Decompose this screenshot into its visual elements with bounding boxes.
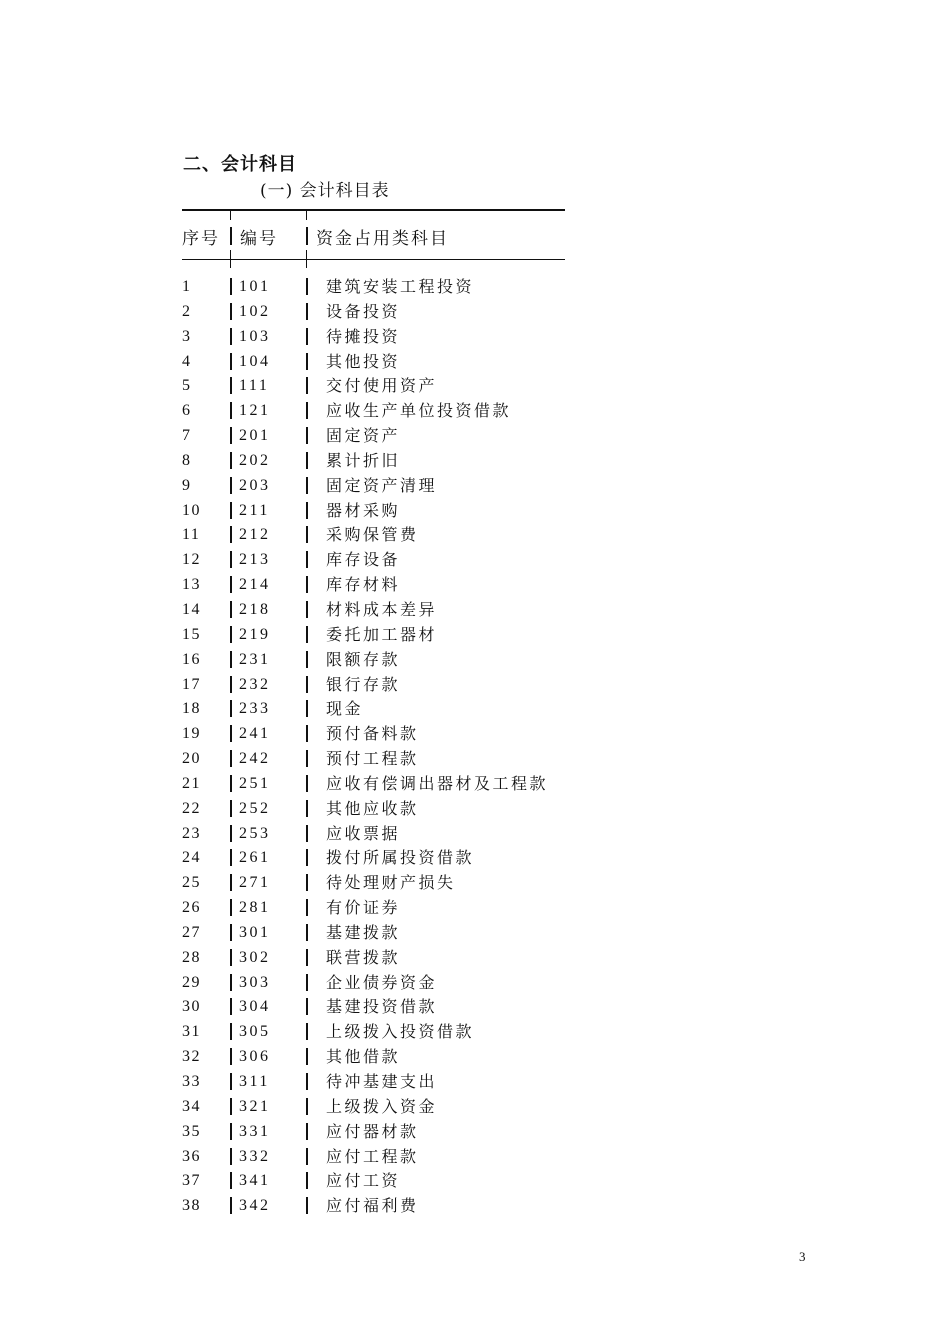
column-divider — [230, 700, 232, 717]
column-divider — [306, 1048, 308, 1065]
column-divider — [230, 1197, 232, 1214]
row-account-name: 基建拨款 — [326, 922, 401, 942]
row-account-name: 待冲基建支出 — [326, 1072, 438, 1091]
row-code: 253 — [239, 824, 271, 842]
table-row — [182, 946, 582, 971]
column-divider — [306, 676, 308, 693]
table-row — [182, 1070, 582, 1095]
row-seq: 6 — [182, 402, 192, 420]
table-row — [182, 399, 582, 424]
row-code: 102 — [239, 302, 271, 320]
row-seq: 9 — [182, 476, 192, 494]
row-seq: 31 — [182, 1023, 201, 1041]
table-row — [182, 275, 582, 300]
row-account-name: 库存设备 — [326, 550, 401, 570]
row-account-name: 库存材料 — [326, 575, 401, 595]
header-name: 资金占用类科目 — [316, 229, 449, 249]
row-seq: 18 — [182, 700, 201, 718]
row-seq: 23 — [182, 824, 201, 842]
column-divider — [230, 353, 232, 370]
column-divider — [306, 949, 308, 966]
table-row — [182, 374, 582, 399]
row-seq: 24 — [182, 849, 201, 867]
table-row — [182, 350, 582, 375]
row-seq: 1 — [182, 278, 192, 295]
row-account-name: 现金 — [326, 699, 364, 719]
column-divider — [230, 1023, 232, 1040]
column-divider — [306, 1148, 308, 1165]
row-account-name: 委托加工器材 — [326, 624, 438, 644]
row-account-name: 其他应收款 — [326, 798, 419, 818]
row-seq: 8 — [182, 451, 192, 469]
column-divider — [230, 651, 232, 668]
column-divider — [306, 377, 308, 394]
row-account-name: 交付使用资产 — [326, 376, 438, 396]
column-divider — [306, 551, 308, 568]
row-seq: 34 — [182, 1097, 201, 1115]
table-row — [182, 772, 582, 797]
row-code: 241 — [239, 725, 271, 743]
row-code: 212 — [239, 526, 271, 544]
column-divider — [306, 874, 308, 891]
column-divider — [230, 676, 232, 693]
table-row — [182, 598, 582, 623]
column-divider — [230, 775, 232, 792]
column-divider — [306, 502, 308, 519]
row-code: 271 — [239, 874, 271, 892]
table-header-rule — [182, 259, 565, 260]
row-account-name: 应收有偿调出器材及工程款 — [326, 773, 549, 793]
column-divider — [306, 328, 308, 345]
row-code: 332 — [239, 1147, 271, 1165]
column-divider — [306, 849, 308, 866]
section-title: 二、会计科目 — [183, 154, 297, 175]
row-seq: 32 — [182, 1048, 201, 1066]
table-row — [182, 1169, 582, 1194]
row-account-name: 应付工程款 — [326, 1146, 419, 1166]
table-header-tick — [230, 250, 231, 268]
row-account-name: 待处理财产损失 — [326, 873, 456, 893]
column-divider — [230, 551, 232, 568]
table-row — [182, 325, 582, 350]
table-row — [182, 573, 582, 598]
row-seq: 10 — [182, 501, 201, 519]
column-divider — [230, 974, 232, 991]
column-divider — [230, 227, 232, 245]
row-account-name: 上级拨入资金 — [326, 1096, 438, 1116]
column-divider — [306, 1197, 308, 1214]
row-account-name: 预付备料款 — [326, 724, 419, 744]
row-seq: 5 — [182, 377, 192, 395]
table-row — [182, 697, 582, 722]
column-divider — [306, 526, 308, 543]
column-divider — [306, 227, 308, 245]
row-code: 311 — [239, 1073, 270, 1090]
column-divider — [306, 427, 308, 444]
row-account-name: 限额存款 — [326, 649, 401, 669]
row-code: 261 — [239, 849, 271, 867]
row-account-name: 固定资产清理 — [326, 475, 438, 495]
row-account-name: 累计折旧 — [326, 450, 401, 470]
row-account-name: 固定资产 — [326, 426, 401, 446]
table-row — [182, 846, 582, 871]
row-code: 304 — [239, 998, 271, 1016]
column-divider — [230, 303, 232, 320]
row-seq: 14 — [182, 600, 201, 618]
row-account-name: 预付工程款 — [326, 749, 419, 769]
table-row — [182, 623, 582, 648]
header-code: 编号 — [240, 229, 278, 249]
row-seq: 2 — [182, 302, 192, 320]
table-row — [182, 300, 582, 325]
table-top-tick — [306, 210, 307, 220]
column-divider — [230, 1098, 232, 1115]
row-account-name: 联营拨款 — [326, 947, 401, 967]
column-divider — [306, 576, 308, 593]
row-account-name: 基建投资借款 — [326, 997, 438, 1017]
column-divider — [230, 725, 232, 742]
row-code: 341 — [239, 1172, 271, 1190]
table-row — [182, 424, 582, 449]
column-divider — [230, 924, 232, 941]
row-account-name: 应付器材款 — [326, 1121, 419, 1141]
table-row — [182, 449, 582, 474]
row-code: 305 — [239, 1023, 271, 1041]
row-code: 233 — [239, 700, 271, 718]
row-seq: 36 — [182, 1147, 201, 1165]
row-code: 242 — [239, 750, 271, 768]
row-seq: 29 — [182, 973, 201, 991]
row-account-name: 材料成本差异 — [326, 599, 438, 619]
column-divider — [230, 750, 232, 767]
column-divider — [230, 601, 232, 618]
row-code: 121 — [239, 402, 271, 420]
row-account-name: 应收票据 — [326, 823, 401, 843]
column-divider — [306, 924, 308, 941]
row-seq: 25 — [182, 874, 201, 892]
row-account-name: 其他投资 — [326, 351, 401, 371]
row-code: 321 — [239, 1097, 271, 1115]
table-row — [182, 499, 582, 524]
row-code: 301 — [239, 923, 271, 941]
table-header-tick — [306, 250, 307, 268]
column-divider — [306, 800, 308, 817]
row-account-name: 企业债券资金 — [326, 972, 438, 992]
column-divider — [306, 1098, 308, 1115]
table-row — [182, 548, 582, 573]
column-divider — [306, 626, 308, 643]
column-divider — [230, 502, 232, 519]
table-subtitle: (一) 会计科目表 — [260, 181, 390, 201]
column-divider — [230, 427, 232, 444]
row-seq: 7 — [182, 427, 192, 445]
column-divider — [306, 998, 308, 1015]
column-divider — [306, 1172, 308, 1189]
column-divider — [306, 651, 308, 668]
row-code: 231 — [239, 650, 271, 668]
row-code: 219 — [239, 625, 271, 643]
row-seq: 26 — [182, 899, 201, 917]
row-account-name: 拨付所属投资借款 — [326, 848, 475, 868]
row-account-name: 应付福利费 — [326, 1196, 419, 1216]
row-account-name: 待摊投资 — [326, 326, 401, 346]
row-seq: 33 — [182, 1073, 201, 1090]
row-code: 203 — [239, 476, 271, 494]
row-seq: 20 — [182, 750, 201, 768]
table-row — [182, 971, 582, 996]
table-row — [182, 797, 582, 822]
page-number: 3 — [799, 1249, 806, 1264]
row-code: 232 — [239, 675, 271, 693]
row-seq: 3 — [182, 327, 192, 345]
row-code: 214 — [239, 576, 271, 594]
column-divider — [306, 775, 308, 792]
row-account-name: 建筑安装工程投资 — [326, 277, 475, 296]
column-divider — [230, 278, 232, 295]
row-code: 281 — [239, 899, 271, 917]
row-seq: 37 — [182, 1172, 201, 1190]
column-divider — [306, 1123, 308, 1140]
column-divider — [230, 874, 232, 891]
row-code: 218 — [239, 600, 271, 618]
column-divider — [306, 303, 308, 320]
column-divider — [230, 949, 232, 966]
column-divider — [306, 353, 308, 370]
row-code: 252 — [239, 799, 271, 817]
row-account-name: 银行存款 — [326, 674, 401, 694]
table-row — [182, 523, 582, 548]
table-row — [182, 1020, 582, 1045]
column-divider — [230, 1123, 232, 1140]
row-code: 342 — [239, 1197, 271, 1215]
column-divider — [306, 1073, 308, 1090]
column-divider — [230, 402, 232, 419]
row-account-name: 应付工资 — [326, 1171, 401, 1191]
column-divider — [230, 849, 232, 866]
table-row — [182, 822, 582, 847]
row-account-name: 器材采购 — [326, 500, 401, 520]
row-seq: 38 — [182, 1197, 201, 1215]
column-divider — [230, 1148, 232, 1165]
column-divider — [306, 750, 308, 767]
table-row — [182, 1194, 582, 1219]
row-seq: 27 — [182, 923, 201, 941]
row-seq: 11 — [182, 526, 201, 544]
row-seq: 4 — [182, 352, 192, 370]
row-code: 213 — [239, 551, 271, 569]
row-code: 101 — [239, 278, 271, 295]
column-divider — [306, 402, 308, 419]
row-seq: 19 — [182, 725, 201, 743]
column-divider — [230, 800, 232, 817]
row-code: 251 — [239, 774, 271, 792]
row-seq: 21 — [182, 774, 201, 792]
table-row — [182, 995, 582, 1020]
row-code: 211 — [239, 501, 270, 519]
table-row — [182, 722, 582, 747]
row-account-name: 上级拨入投资借款 — [326, 1022, 475, 1042]
column-divider — [230, 526, 232, 543]
row-seq: 22 — [182, 799, 201, 817]
column-divider — [230, 328, 232, 345]
column-divider — [230, 1073, 232, 1090]
column-divider — [230, 1172, 232, 1189]
column-divider — [306, 477, 308, 494]
row-code: 202 — [239, 451, 271, 469]
row-code: 201 — [239, 427, 271, 445]
column-divider — [306, 825, 308, 842]
column-divider — [230, 899, 232, 916]
column-divider — [306, 700, 308, 717]
column-divider — [306, 899, 308, 916]
row-code: 104 — [239, 352, 271, 370]
row-seq: 28 — [182, 948, 201, 966]
table-row — [182, 871, 582, 896]
table-header — [182, 224, 572, 250]
row-account-name: 设备投资 — [326, 301, 401, 321]
table-top-tick — [230, 210, 231, 220]
row-code: 103 — [239, 327, 271, 345]
column-divider — [306, 725, 308, 742]
column-divider — [306, 452, 308, 469]
row-seq: 30 — [182, 998, 201, 1016]
table-top-rule — [182, 209, 565, 211]
column-divider — [306, 278, 308, 295]
row-seq: 15 — [182, 625, 201, 643]
row-code: 302 — [239, 948, 271, 966]
row-code: 303 — [239, 973, 271, 991]
row-seq: 17 — [182, 675, 201, 693]
table-row — [182, 673, 582, 698]
column-divider — [306, 1023, 308, 1040]
row-seq: 13 — [182, 576, 201, 594]
column-divider — [230, 825, 232, 842]
column-divider — [230, 998, 232, 1015]
row-code: 331 — [239, 1122, 271, 1140]
row-code: 306 — [239, 1048, 271, 1066]
column-divider — [230, 477, 232, 494]
column-divider — [230, 377, 232, 394]
table-row — [182, 747, 582, 772]
table-row — [182, 921, 582, 946]
table-row — [182, 1095, 582, 1120]
row-seq: 16 — [182, 650, 201, 668]
column-divider — [230, 626, 232, 643]
table-row — [182, 1145, 582, 1170]
column-divider — [306, 601, 308, 618]
table-row — [182, 1120, 582, 1145]
table-body — [182, 275, 582, 1219]
table-row — [182, 648, 582, 673]
row-code: 111 — [239, 377, 270, 395]
column-divider — [230, 576, 232, 593]
row-account-name: 应收生产单位投资借款 — [326, 401, 512, 421]
column-divider — [230, 452, 232, 469]
row-account-name: 采购保管费 — [326, 525, 419, 545]
table-row — [182, 896, 582, 921]
header-seq: 序号 — [182, 229, 220, 249]
column-divider — [230, 1048, 232, 1065]
row-seq: 35 — [182, 1122, 201, 1140]
row-account-name: 有价证券 — [326, 898, 401, 918]
table-row — [182, 474, 582, 499]
table-row — [182, 1045, 582, 1070]
row-account-name: 其他借款 — [326, 1047, 401, 1067]
row-seq: 12 — [182, 551, 201, 569]
column-divider — [306, 974, 308, 991]
